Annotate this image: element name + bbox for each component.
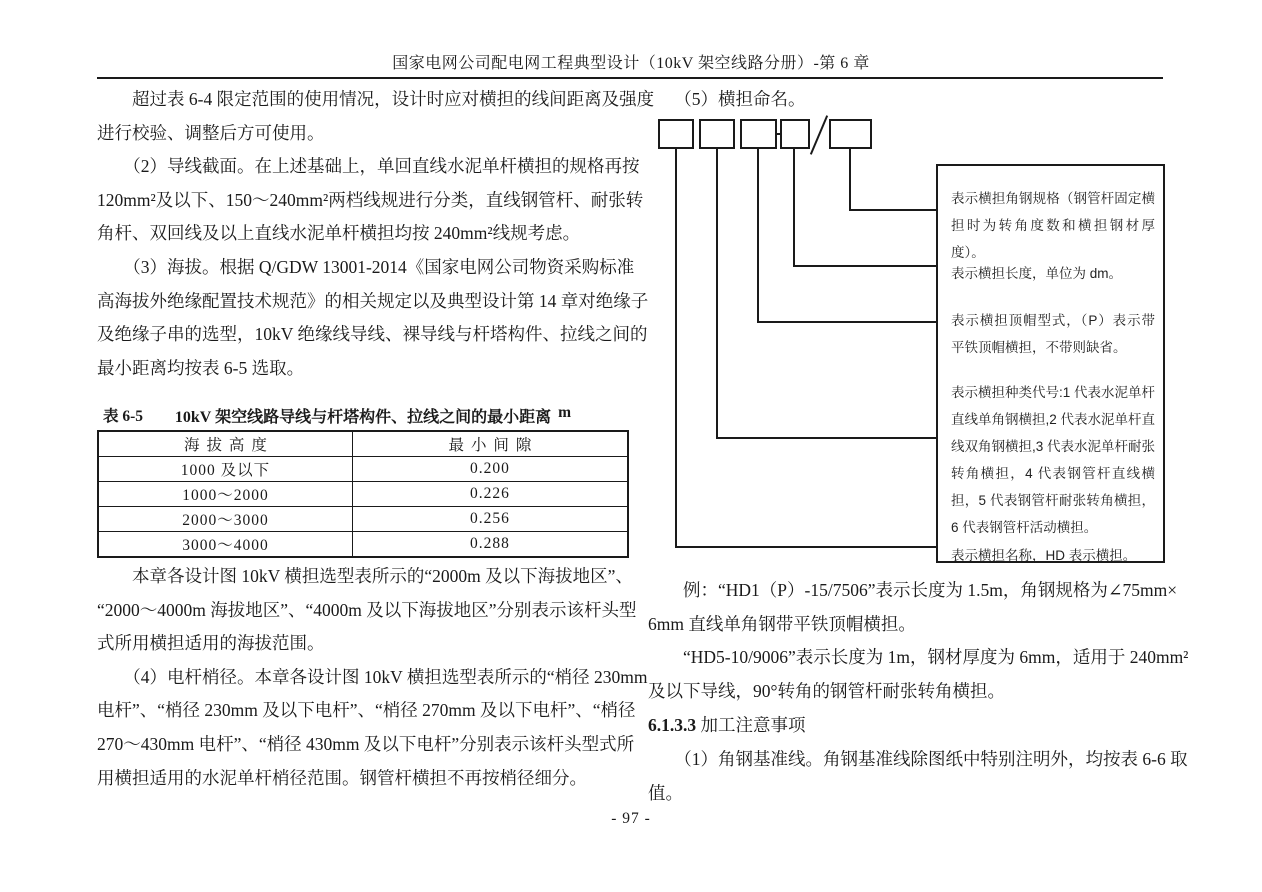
- right-example-block: [648, 574, 1189, 708]
- section-number: 6.1.3.3: [648, 715, 697, 735]
- leader-line-horizontal-3: [757, 321, 936, 323]
- leader-line-vertical-3: [757, 149, 759, 323]
- code-box-3: [740, 119, 777, 149]
- text-line: 本章各设计图 10kV 横担选型表所示的“2000m 及以下海拔地区”、: [97, 566, 633, 586]
- table-row: [98, 507, 628, 532]
- leader-line-vertical-1: [675, 149, 677, 548]
- table-cell: 2000～3000: [98, 507, 352, 532]
- text-line: 及绝缘子串的选型，10kV 绝缘线导线、裸导线与杆塔构件、拉线之间的: [97, 324, 648, 345]
- left-text-block-b: [97, 560, 648, 795]
- code-box-1: [658, 119, 694, 149]
- text-line: （2）导线截面。在上述基础上，单回直线水泥单杆横担的规格再按: [97, 156, 640, 177]
- table-row: [98, 457, 628, 482]
- annotation-type-code: 表示横担种类代号:1 代表水泥单杆直线单角钢横担,2 代表水泥单杆直线双角钢横担,3 代表水泥单杆耐张转角横担，4 代表钢管杆直线横担，5 代表钢管杆耐张转角横担，6 代表钢管杆活动横担。: [951, 385, 1156, 535]
- leader-line-horizontal-2: [716, 437, 936, 439]
- table-cell: 1000 及以下: [98, 457, 352, 482]
- table-cell: 1000～2000: [98, 482, 352, 507]
- section-heading: [648, 709, 1168, 743]
- leader-line-vertical-2: [716, 149, 718, 439]
- section-title: 加工注意事项: [696, 715, 806, 735]
- leader-line-vertical-5: [849, 149, 851, 211]
- annotation-length: 表示横担长度，单位为 dm。: [951, 266, 1123, 281]
- table-header-row: [98, 431, 628, 457]
- page-header-title: 国家电网公司配电网工程典型设计（10kV 架空线路分册）-第 6 章: [392, 55, 870, 72]
- annotation-name: 表示横担名称，HD 表示横担。: [951, 548, 1137, 563]
- table-cell: 0.288: [352, 532, 628, 558]
- code-box-5: [829, 119, 872, 149]
- right-note-block: [648, 743, 1188, 810]
- leader-line-vertical-4: [793, 149, 795, 267]
- annotation-cap-type: 表示横担顶帽型式，（P）表示带平铁顶帽横担，不带则缺省。: [951, 313, 1155, 355]
- text-line: 6mm 直线单角钢带平铁顶帽横担。: [648, 613, 916, 634]
- table-row: [98, 482, 628, 507]
- leader-line-horizontal-4: [793, 265, 936, 267]
- code-box-4: [780, 119, 810, 149]
- text-line: （4）电杆梢径。本章各设计图 10kV 横担选型表所示的“梢径 230mm: [97, 666, 648, 687]
- text-line: 超过表 6-4 限定范围的使用情况，设计时应对横担的线间距离及强度: [97, 89, 655, 109]
- leader-line-horizontal-5: [849, 209, 936, 211]
- text-line: 电杆”、“梢径 230mm 及以下电杆”、“梢径 270mm 及以下电杆”、“梢径: [97, 700, 636, 721]
- table-header-cell: 最小间隙: [352, 431, 628, 457]
- text-line: 值。: [648, 782, 683, 803]
- text-line: 120mm²及以下、150～240mm²两档线规进行分类，直线钢管杆、耐张转: [97, 189, 644, 210]
- table-body: [98, 457, 628, 558]
- code-box-2: [699, 119, 735, 149]
- table-cell: 0.226: [352, 482, 628, 507]
- table-label: 表 6-5: [103, 408, 144, 425]
- table-cell: 3000～4000: [98, 532, 352, 558]
- table-row: [98, 532, 628, 558]
- text-line: 270～430mm 电杆”、“梢径 430mm 及以下电杆”分别表示该杆头型式所: [97, 733, 635, 754]
- annotation-angle-steel-spec: 表示横担角钢规格（钢管杆固定横担时为转角度数和横担钢材厚度）。: [951, 191, 1155, 260]
- header-rule: [97, 77, 1163, 79]
- page-number: - 97 -: [611, 810, 651, 827]
- table-unit: m: [558, 404, 571, 421]
- text-line: “2000～4000m 海拔地区”、“4000m 及以下海拔地区”分别表示该杆头型: [97, 599, 637, 620]
- leader-line-horizontal-1: [675, 546, 936, 548]
- table-caption: [97, 404, 629, 426]
- table-cell: 0.200: [352, 457, 628, 482]
- box-connector-dash: [775, 133, 782, 135]
- table-header-cell: 海拔高度: [98, 431, 352, 457]
- table-cell: 0.256: [352, 507, 628, 532]
- text-line: 及以下导线，90°转角的钢管杆耐张转角横担。: [648, 680, 1005, 701]
- annotation-box: [936, 164, 1165, 563]
- text-line: （3）海拔。根据 Q/GDW 13001-2014《国家电网公司物资采购标准: [97, 256, 635, 277]
- text-line: “HD5-10/9006”表示长度为 1m，钢材厚度为 6mm，适用于 240mm²: [648, 647, 1189, 668]
- left-text-block-a: [97, 83, 655, 385]
- text-line: 用横担适用的水泥单杆梢径范围。钢管杆横担不再按梢径细分。: [97, 767, 587, 788]
- table-6-5: [97, 430, 629, 558]
- text-line: 式所用横担适用的海拔范围。: [97, 633, 325, 654]
- slash-separator: [810, 115, 828, 154]
- table-title: 10kV 架空线路导线与杆塔构件、拉线之间的最小距离: [174, 409, 552, 426]
- text-line: 高海拔外绝缘配置技术规范》的相关规定以及典型设计第 14 章对绝缘子: [97, 290, 649, 311]
- text-line: 例：“HD1（P）-15/7506”表示长度为 1.5m，角钢规格为∠75mm×: [648, 580, 1178, 600]
- text-line: 角杆、双回线及以上直线水泥单杆横担均按 240mm²线规考虑。: [97, 223, 581, 244]
- text-line: 最小距离均按表 6-5 选取。: [97, 357, 305, 378]
- text-line: （1）角钢基准线。角钢基准线除图纸中特别注明外，均按表 6-6 取: [648, 749, 1188, 769]
- right-intro-line: （5）横担命名。: [648, 89, 806, 109]
- text-line: 进行校验、调整后方可使用。: [97, 122, 325, 143]
